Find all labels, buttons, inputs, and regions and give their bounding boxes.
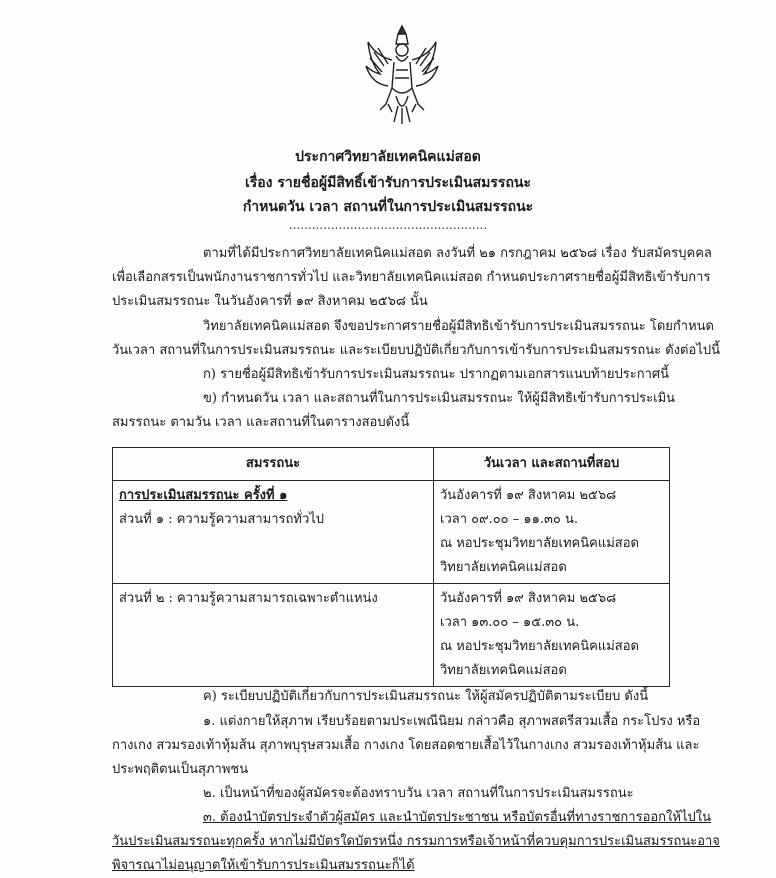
divider-dots: .................................................... <box>288 218 488 232</box>
item-b-line-2: สมรรถนะ ตามวัน เวลา และสถานที่ในตารางสอบดังนี้ <box>112 415 410 430</box>
part-label: ส่วนที่ ๑ : ความรู้ความสามารถทั่วไป <box>119 512 325 527</box>
table-header-row <box>113 448 670 481</box>
table-cell-competency <box>113 481 434 584</box>
rule-1-line-1: ๑. แต่งกายให้สุภาพ เรียบร้อยตามประเพณีนิยม กล่าวคือ สุภาพสตรีสวมเสื้อ กระโปรง หรือ <box>203 714 701 729</box>
rule-3-line-2: วันประเมินสมรรถนะทุกครั้ง หากไม่มีบัตรใดบัตรหนึ่ง กรรมการหรือเจ้าหน้าที่ควบคุมการประเมินสมรรถนะอาจ <box>112 834 720 849</box>
paragraph-1-line-2: เพื่อเลือกสรรเป็นพนักงานราชการทั่วไป และวิทยาลัยเทคนิคแม่สอด กำหนดประกาศรายชื่อผู้มีสิทธิเข้ารับการ <box>112 270 711 285</box>
announcement-subject: เรื่อง รายชื่อผู้มีสิทธิ์เข้ารับการประเมินสมรรถนะ <box>244 175 532 191</box>
exam-time: เวลา ๐๙.๐๐ – ๑๑.๓๐ น. <box>440 512 578 527</box>
table-cell-competency <box>113 584 434 687</box>
round-title: การประเมินสมรรถนะ ครั้งที่ ๑ <box>119 488 288 503</box>
announcement-schedule-heading: กำหนดวัน เวลา สถานที่ในการประเมินสมรรถนะ <box>242 199 534 215</box>
rule-3-line-1: ๓. ต้องนำบัตรประจำตัวผู้สมัคร และนำบัตรประชาชน หรือบัตรอื่นที่ทางราชการออกให้ไปใน <box>203 810 711 825</box>
item-c: ค) ระเบียบปฏิบัติเกี่ยวกับการประเมินสมรรถนะ ให้ผู้สมัครปฏิบัติตามระเบียบ ดังนี้ <box>203 689 649 704</box>
table-header-competency: สมรรถนะ <box>113 448 434 481</box>
exam-college: วิทยาลัยเทคนิคแม่สอด <box>440 663 567 678</box>
rule-2: ๒. เป็นหน้าที่ของผู้สมัครจะต้องทราบวัน เวลา สถานที่ในการประเมินสมรรถนะ <box>203 786 634 801</box>
paragraph-1-line-3: ประเมินสมรรถนะ ในวันอังคารที่ ๑๙ สิงหาคม ๒๕๖๘ นั้น <box>112 294 428 309</box>
table-row <box>113 481 670 584</box>
rule-1-line-2: กางเกง สวมรองเท้าหุ้มส้น สุภาพบุรุษสวมเสื้อ กางเกง โดยสอดชายเสื้อไว้ในกางเกง สวมรองเท้าหุ้มส้น และ <box>112 738 700 753</box>
exam-date: วันอังคารที่ ๑๙ สิงหาคม ๒๕๖๘ <box>440 488 617 503</box>
exam-time: เวลา ๑๓.๐๐ – ๑๕.๓๐ น. <box>440 615 580 630</box>
table-cell-schedule <box>434 584 670 687</box>
rule-1-line-3: ประพฤติตนเป็นสุภาพชน <box>112 762 249 777</box>
exam-date: วันอังคารที่ ๑๙ สิงหาคม ๒๕๖๘ <box>440 591 617 606</box>
item-b-line-1: ข) กำหนดวัน เวลา และสถานที่ในการประเมินสมรรถนะ ให้ผู้มีสิทธิเข้ารับการประเมิน <box>203 391 676 406</box>
announcement-title: ประกาศวิทยาลัยเทคนิคแม่สอด <box>295 149 481 165</box>
table-row <box>113 584 670 687</box>
exam-college: วิทยาลัยเทคนิคแม่สอด <box>440 560 567 575</box>
item-a: ก) รายชื่อผู้มีสิทธิเข้ารับการประเมินสมรรถนะ ปรากฏตามเอกสารแนบท้ายประกาศนี้ <box>203 367 670 382</box>
garuda-emblem-icon <box>362 22 442 128</box>
exam-place: ณ หอประชุมวิทยาลัยเทคนิคแม่สอด <box>440 639 639 654</box>
paragraph-2-line-1: วิทยาลัยเทคนิคแม่สอด จึงขอประกาศรายชื่อผู้มีสิทธิเข้ารับการประเมินสมรรถนะ โดยกำหนด <box>203 319 714 334</box>
paragraph-1-line-1: ตามที่ได้มีประกาศวิทยาลัยเทคนิคแม่สอด ลงวันที่ ๒๑ กรกฎาคม ๒๕๖๘ เรื่อง รับสมัครบุคคล <box>203 246 712 261</box>
part-label: ส่วนที่ ๒ : ความรู้ความสามารถเฉพาะตำแหน่ง <box>119 591 378 606</box>
rule-3-line-3: พิจารณาไม่อนุญาตให้เข้ารับการประเมินสมรรถนะก็ได้ <box>112 858 415 873</box>
exam-schedule-table <box>112 447 670 687</box>
table-cell-schedule <box>434 481 670 584</box>
table-header-datetime-place: วันเวลา และสถานที่สอบ <box>434 448 670 481</box>
exam-place: ณ หอประชุมวิทยาลัยเทคนิคแม่สอด <box>440 536 639 551</box>
paragraph-2-line-2: วันเวลา สถานที่ในการประเมินสมรรถนะ และระเบียบปฏิบัติเกี่ยวกับการเข้ารับการประเมินสมรรถนะ ดังต่อไปนี้ <box>112 343 720 358</box>
